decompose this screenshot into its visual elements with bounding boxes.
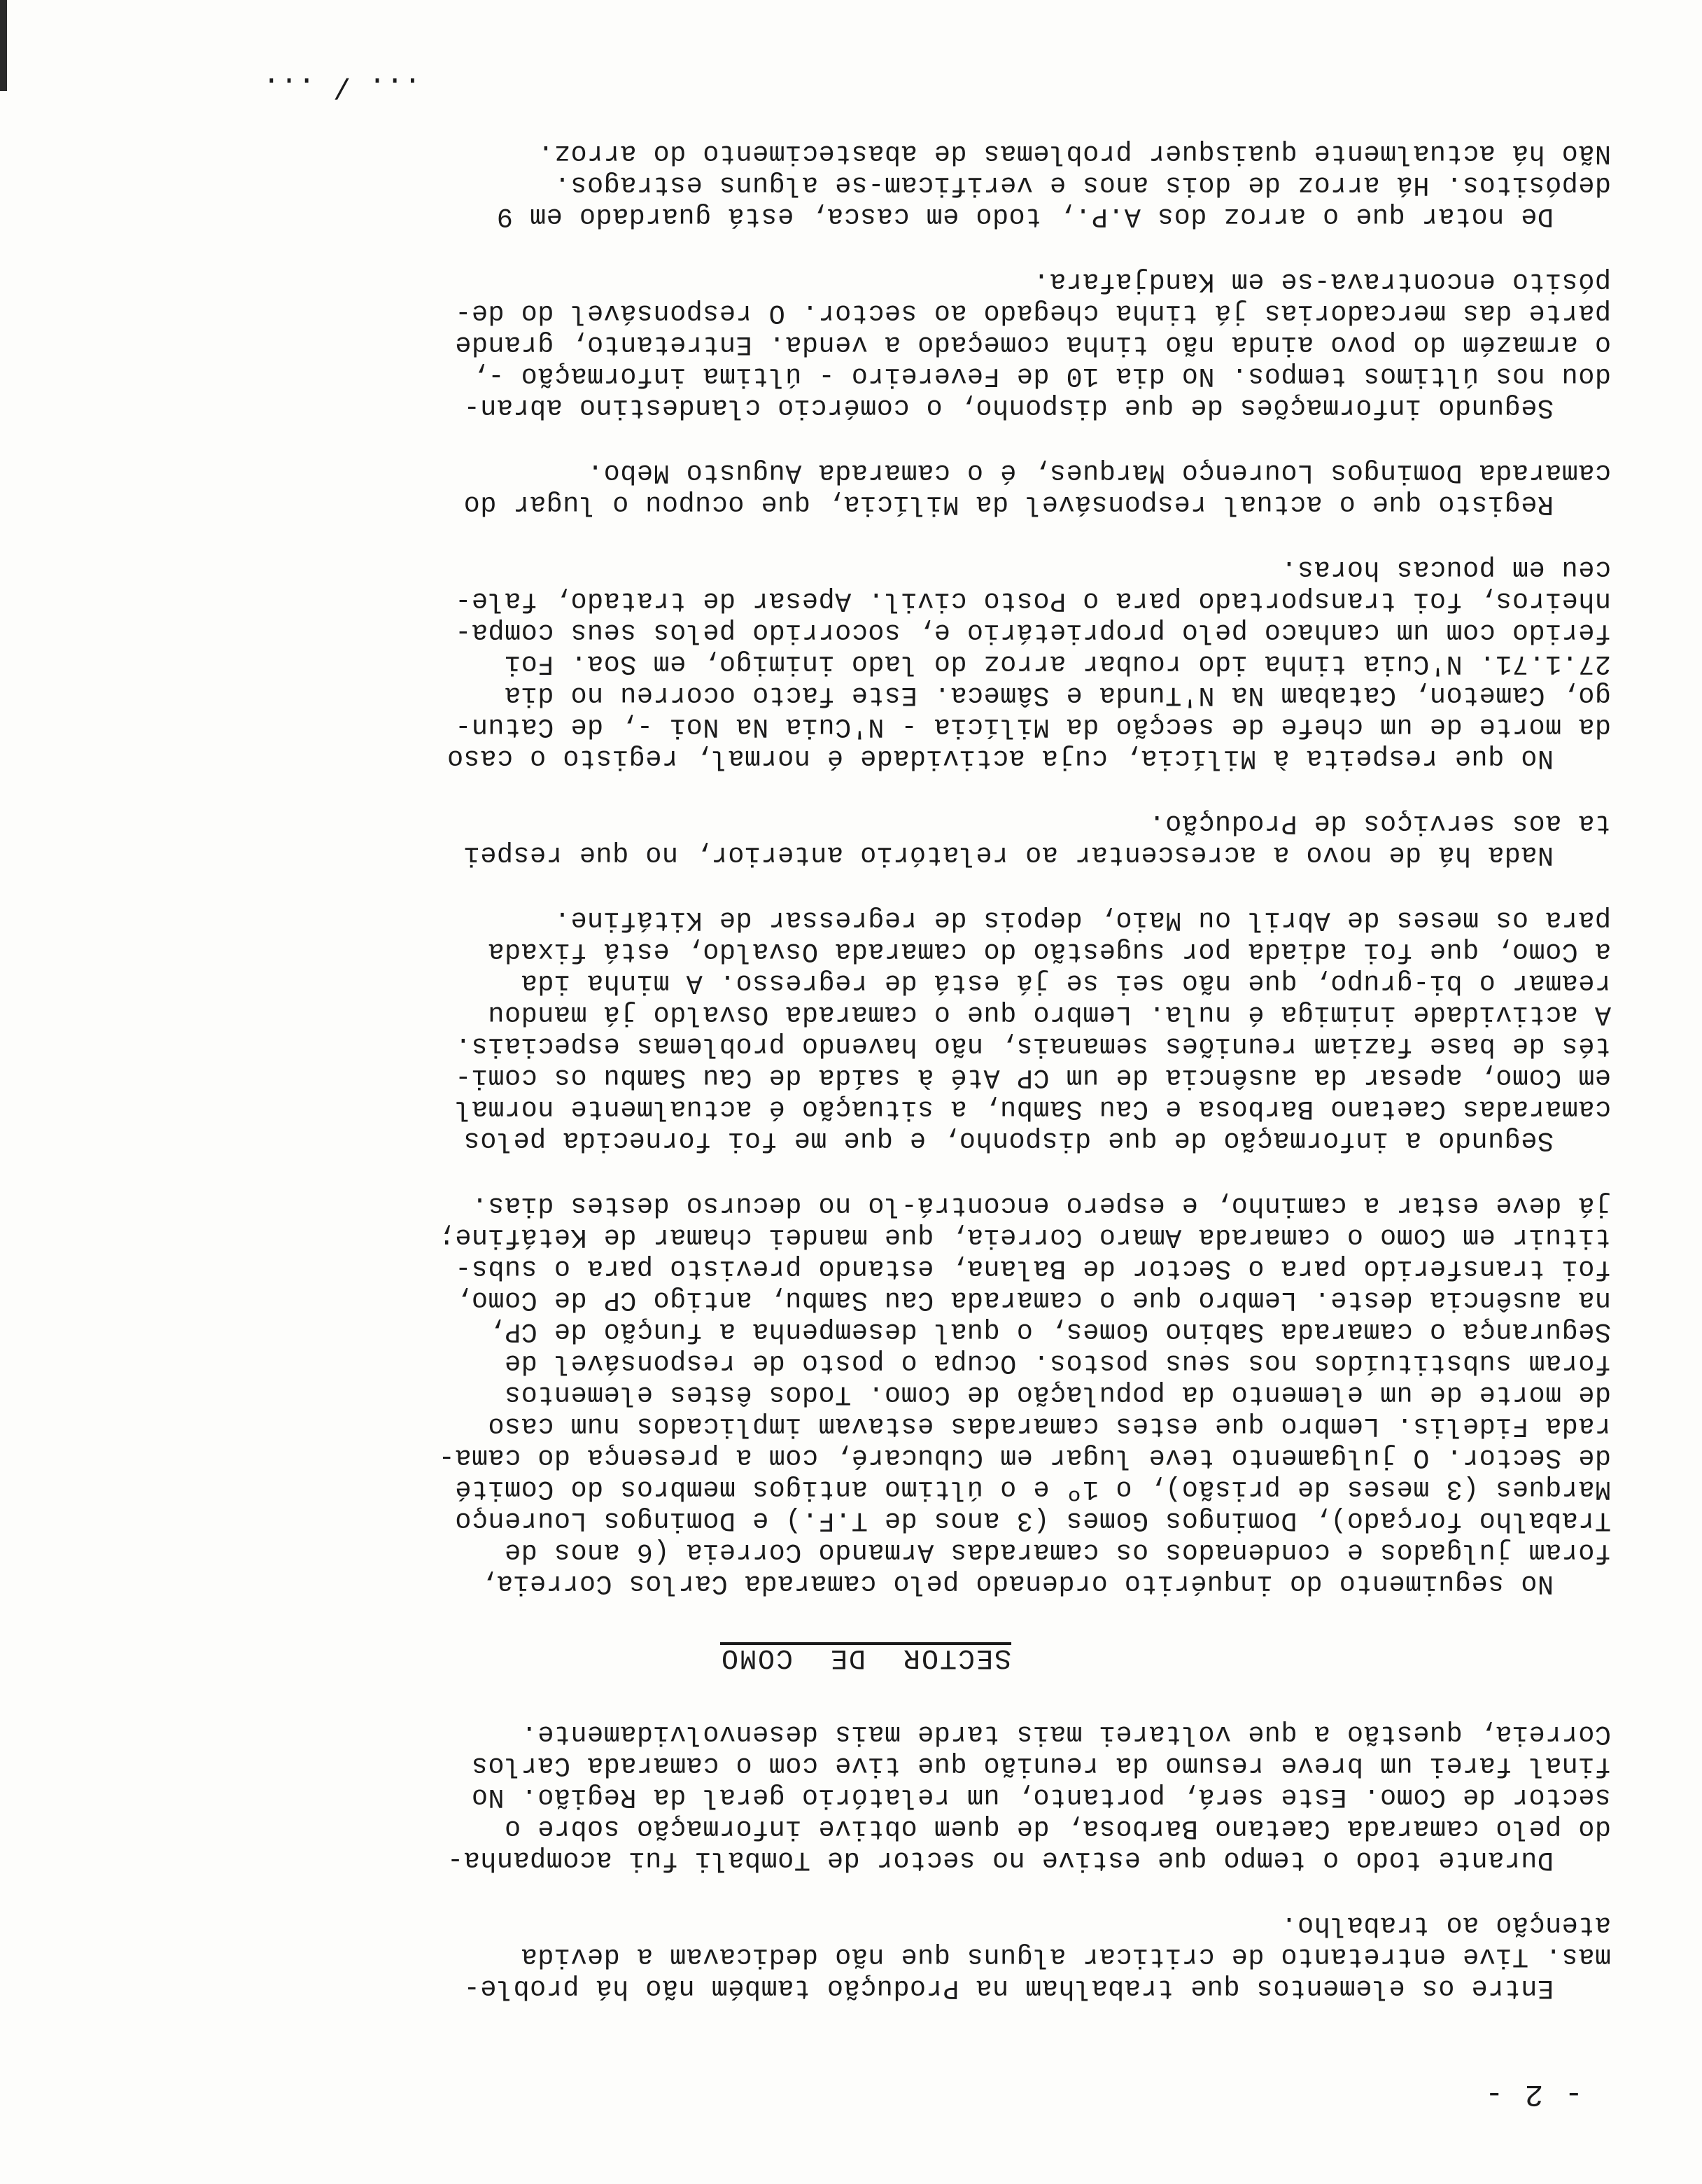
text-line: foram julgados e condenados os camaradas Armando Correia (6 anos de (504, 1536, 1611, 1567)
text-line: Registo que o actual responsável da Milícia, que ocupou o lugar do (463, 489, 1554, 519)
text-line: Nada há de novo a acrescentar ao relatório anterior, no que respei (463, 839, 1554, 870)
text-line: De notar que o arroz dos A.P., todo em casca, está guardado em 9 (496, 201, 1554, 232)
text-line: tés de base faziam reuniões semanais, não havendo problemas especiais. (454, 1030, 1611, 1061)
text-line: 27.1.71. N'Cuia tinha ido roubar arroz do lado inimigo, em Soa. Foi (504, 648, 1611, 679)
text-line: para os meses de Abril ou Maio, depois de regressar de Kitáfine. (554, 904, 1611, 935)
text-line: de morte de um elemento da população de Como. Todos êstes elementos (504, 1379, 1611, 1410)
text-line: parte das mercadorias já tinha chegado ao sector. O responsável do de- (454, 298, 1611, 328)
text-line: tituir em Como o camarada Amaro Correia, que mandei chamar de Ketáfine; (438, 1222, 1611, 1252)
paragraph (120, 1909, 1611, 2003)
text-line: Segundo a informação de que disponho, e que me foi fornecida pelos (463, 1125, 1554, 1156)
text-line: foram substituídos nos seus postos. Ocupa o posto de responsável de (504, 1348, 1611, 1378)
paragraph (120, 553, 1611, 774)
text-line: camaradas Caetano Barbosa e Cau Sambu, a situação é actualmente normal (454, 1093, 1611, 1124)
text-line: ceu em poucas horas. (1280, 554, 1611, 584)
text-line: foi transferido para o Sector de Balana, estando previsto para o subs- (454, 1253, 1611, 1284)
text-line: ferido com um canhaco pelo proprietário e, socorrido pelos seus compa- (454, 617, 1611, 648)
text-line: da morte de um chefe de secção da Milícia - N'Cuia Na Noi -, de Catun- (454, 711, 1611, 742)
text-line: camarada Domingos Lourenço Marques, é o camarada Augusto Mebo. (586, 457, 1611, 488)
text-line: do pelo camarada Caetano Barbosa, de quem obtive informação sobre o (504, 1813, 1611, 1844)
text-line: de Sector. O julgamento teve lugar em Cubucaré, com a presença do cama- (438, 1442, 1611, 1473)
paragraph (120, 265, 1611, 423)
paragraph (120, 456, 1611, 519)
text-line: final farei um breve resumo da reunião que tive com o camarada Carlos (471, 1750, 1611, 1781)
text-line: mas. Tive entretanto de criticar alguns que não dedicavam a devida (521, 1941, 1611, 1972)
text-line: Segundo informações de que disponho, o comércio clandestino abran- (463, 392, 1554, 423)
paragraph (120, 1189, 1611, 1599)
body-after-heading (120, 137, 1611, 1599)
text-line: atenção ao trabalho. (1280, 1910, 1611, 1940)
paragraph (120, 137, 1611, 232)
text-line: A actividade inimiga é nula. Lembro que o camarada Osvaldo já mandou (487, 999, 1611, 1030)
page-edge-mark (0, 0, 7, 91)
text-line: Trabalho forçado), Domingos Gomes (3 anos de T.F.) e Domingos Lourenço (454, 1505, 1611, 1536)
text-line: Correia, questão a que voltarei mais tarde mais desenvolvidamente. (521, 1718, 1611, 1749)
text-line: já deve estar a caminho, e espero encontrá-lo no decurso destes dias. (471, 1190, 1611, 1221)
body-before-heading (120, 1718, 1611, 2003)
section-heading-text: SECTOR DE COMO (719, 1642, 1012, 1673)
page-content (120, 69, 1611, 2114)
text-line: Segurança o camarada Sabino Gomes, o qual desempenha a função de CP, (487, 1316, 1611, 1347)
text-line: rada Fidelis. Lembro que estes camaradas estavam implicados num caso (487, 1410, 1611, 1441)
text-line: No seguimento do inquérito ordenado pelo camarada Carlos Correia, (479, 1568, 1554, 1599)
text-line: dou nos últimos tempos. No dia 10 de Fevereiro - última informação -, (471, 360, 1611, 391)
text-line: reamar o bi-grupo, que não sei se já está de regresso. A minha ida (521, 967, 1611, 998)
text-line: Entre os elementos que trabalham na Produção também não há proble- (463, 1973, 1554, 2003)
page-number: - 2 - (1483, 2076, 1583, 2111)
text-line: Não há actualmente quaisquer problemas de abastecimento do arroz. (537, 138, 1611, 169)
text-line: No que respeita à Milícia, cuja actividade é normal, registo o caso (446, 743, 1554, 774)
text-line: depósitos. Há arroz de dois anos e verificam-se alguns estragos. (554, 169, 1611, 200)
text-line: nheiros, foi transportado para o Posto civil. Apesar de tratado, fale- (454, 585, 1611, 616)
paragraph (120, 1718, 1611, 1875)
section-heading (120, 1639, 1611, 1674)
text-line: Durante todo o tempo que estive no sector de Tombali fui acompanha- (446, 1844, 1554, 1875)
text-line: go, Cameton, Catabam Na N'Tunda e Sâmeca. Este facto ocorreu no dia (504, 680, 1611, 710)
text-line: a Como, que foi adiada por sugestão do camarada Osvaldo, está fixada (487, 936, 1611, 967)
text-line: sector de Como. Este será, portanto, um relatório geral da Região. No (471, 1782, 1611, 1812)
text-line: ta aos serviços de Produção. (1148, 808, 1611, 839)
text-line: na ausência deste. Lembro que o camarada Cau Sambu, antigo CP de Como, (454, 1284, 1611, 1315)
text-line: em Como, apesar da ausência de um CP Até à saída de Cau Sambu os comi- (454, 1062, 1611, 1093)
text-line: pósito encontrava-se em Kandjafara. (1032, 266, 1611, 297)
continuation-mark: ... / ... (262, 69, 421, 103)
paragraph (120, 904, 1611, 1156)
text-line: Marques (3 meses de prisão), o 1º e o último antigos membros do Comité (454, 1474, 1611, 1504)
text-line: o armazém do povo ainda não tinha começado a venda. Entretanto, grande (454, 329, 1611, 360)
paragraph (120, 807, 1611, 870)
